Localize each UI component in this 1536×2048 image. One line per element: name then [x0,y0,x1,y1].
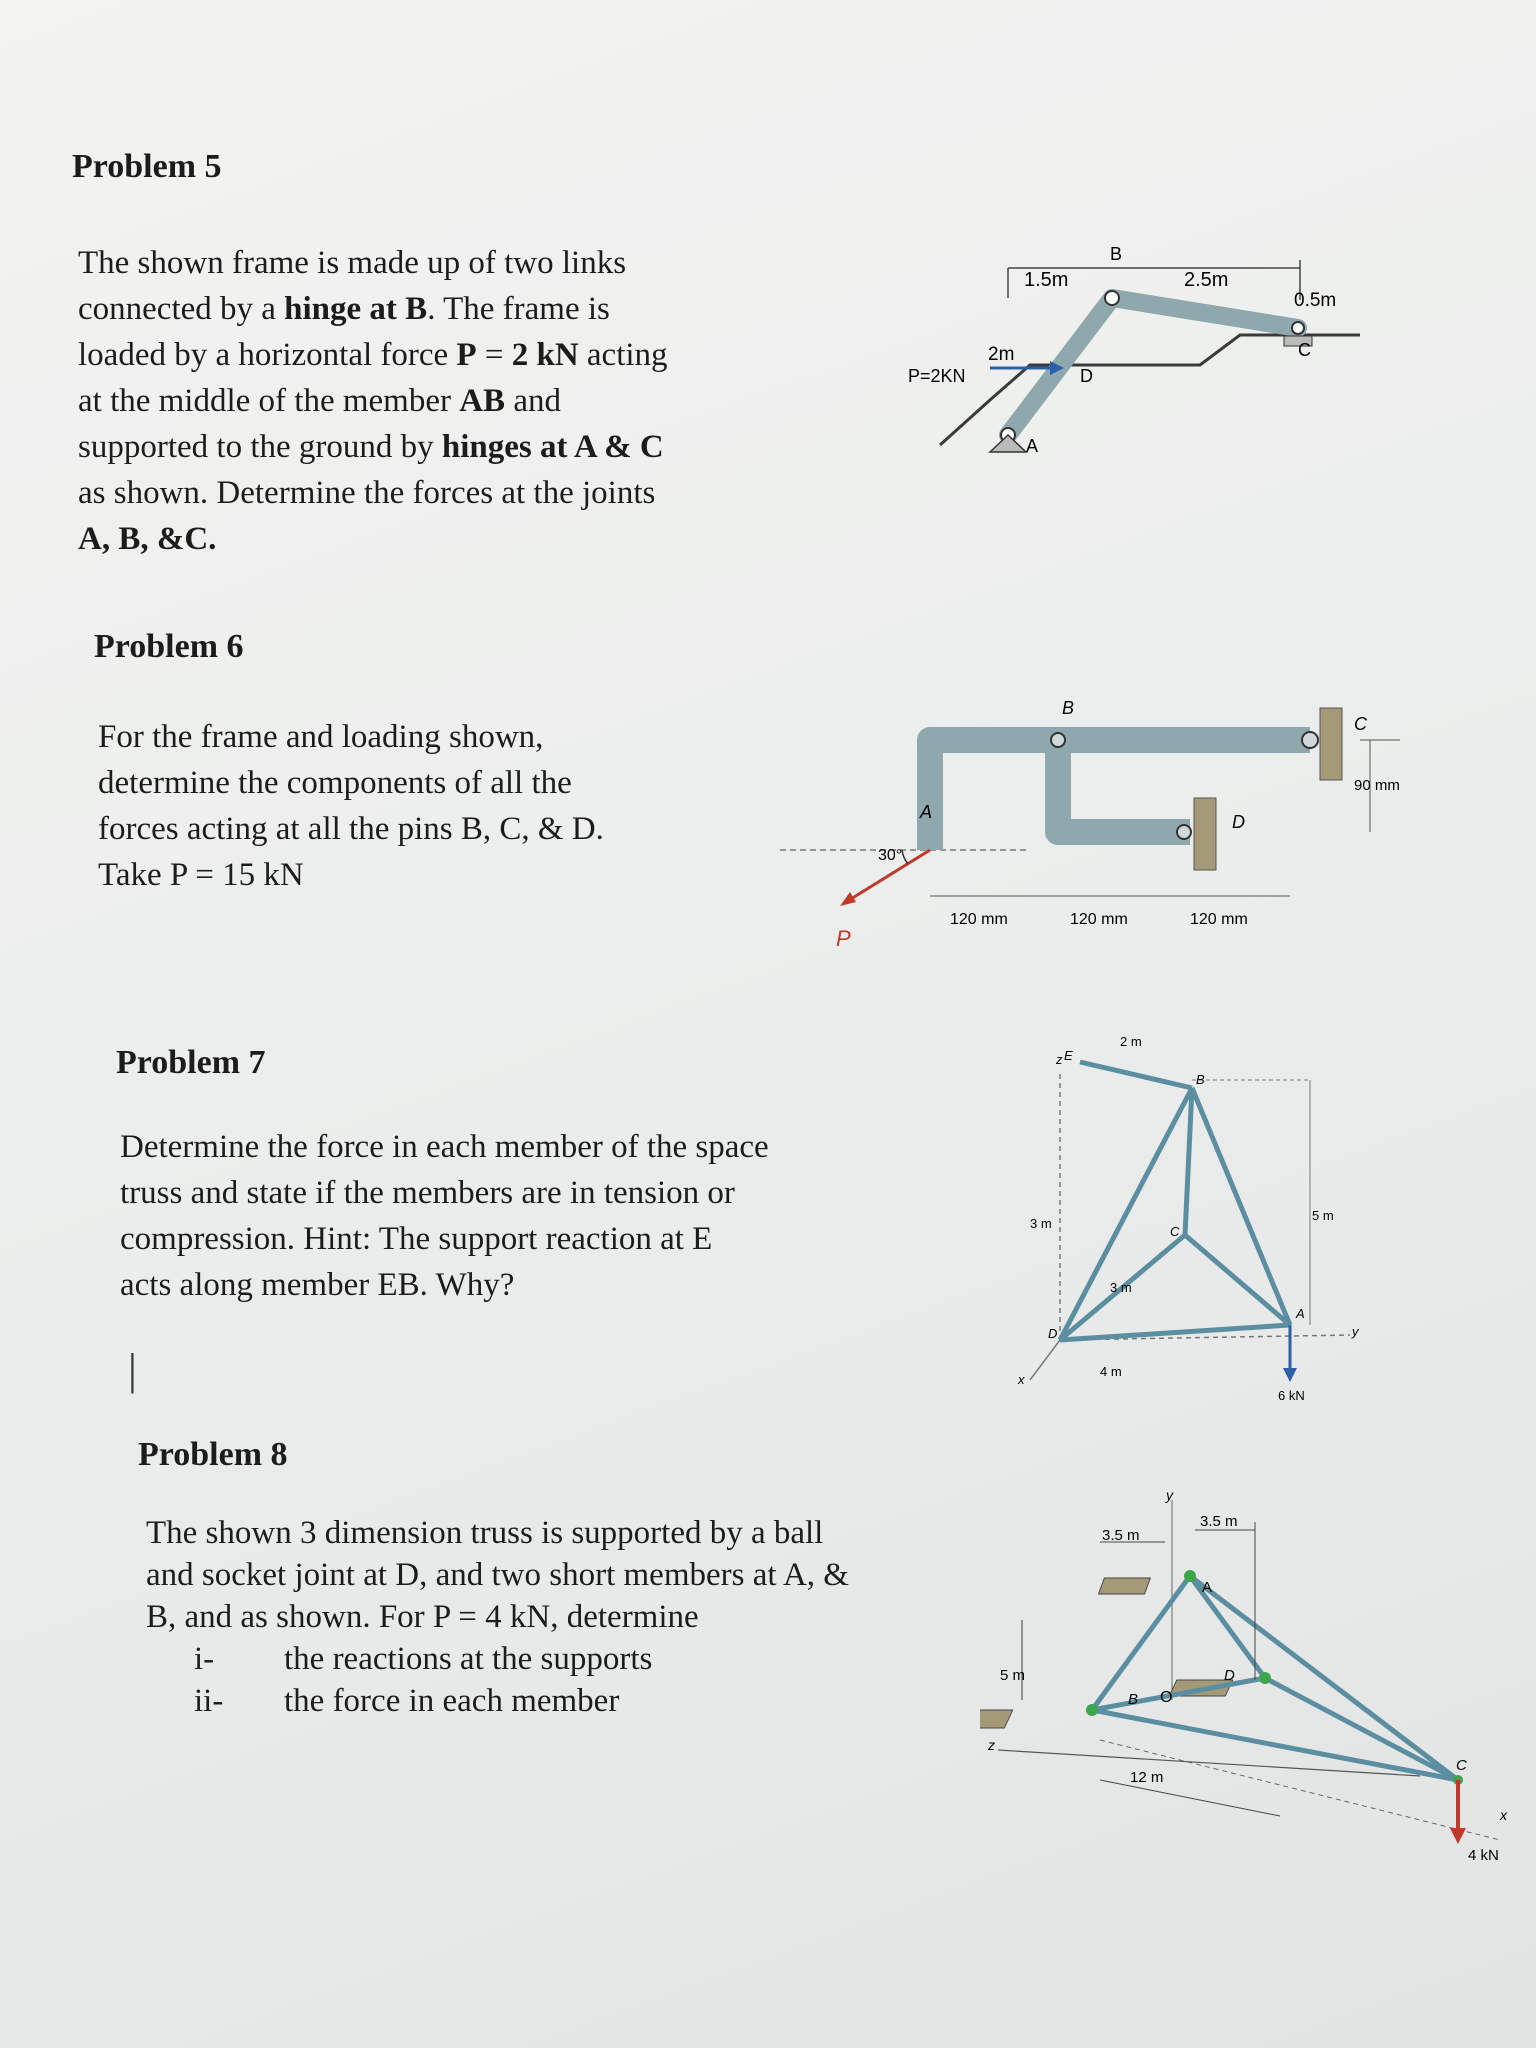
problem-8-title: Problem 8 [138,1436,288,1473]
member-cb [1185,1088,1192,1235]
support-c-icon [1320,708,1342,780]
p7-line-3: compression. Hint: The support reaction at E [120,1221,713,1257]
member-da [1060,1325,1290,1340]
dim-120-2: 120 mm [1070,911,1128,928]
p8-line-2: and socket joint at D, and two short members at A, & [146,1557,849,1593]
dim-120-3: 120 mm [1190,911,1248,928]
pin-b [1051,733,1065,747]
label-e: E [1064,1048,1073,1063]
label-b: B [1110,244,1123,264]
problem-7-figure [960,1010,1380,1410]
p5-line-7: A, B, &C. [78,521,217,557]
member-bd [1058,740,1190,832]
label-y: y [1352,1324,1359,1339]
dim-3m-b: 3 m [1110,1280,1132,1295]
joint-d [1259,1672,1271,1684]
p6-line-3: forces acting at all the pins B, C, & D. [98,811,604,847]
p7-line-1: Determine the force in each member of the space [120,1129,769,1165]
label-p: P [836,926,851,950]
load-arrowhead-icon [1283,1368,1297,1382]
label-a: A [1202,1579,1213,1596]
dim-2-5m: 2.5m [1184,269,1229,291]
label-d: D [1232,812,1245,832]
support-d-icon [1194,798,1216,870]
label-b: B [1196,1072,1205,1087]
problem-5-title: Problem 5 [72,148,222,185]
pin-d [1177,825,1191,839]
problem-6-title: Problem 6 [94,628,244,665]
p8-line-1: The shown 3 dimension truss is supported by a ball [146,1515,824,1551]
label-c: C [1354,714,1367,734]
label-z: z [988,1737,995,1753]
p5-line-6: as shown. Determine the forces at the joints [78,475,656,511]
dim-0-5m: 0.5m [1294,290,1337,311]
p6-line-1: For the frame and loading shown, [98,719,544,755]
load-6kn-label: 6 kN [1278,1388,1305,1403]
problem-6-text [98,714,818,898]
dim-4m: 4 m [1100,1364,1122,1379]
label-a: A [1296,1306,1305,1321]
problem-5-figure [880,240,1400,480]
problem-7-title: Problem 7 [116,1044,266,1081]
hinge-c [1292,322,1304,334]
label-d: D [1224,1667,1235,1684]
dim-5m: 5 m [1000,1667,1026,1684]
p8-line-3: B, and as shown. For P = 4 kN, determine [146,1599,699,1635]
p6-line-2: determine the components of all the [98,765,572,801]
label-a: A [920,802,933,822]
p5-line-5: supported to the ground by hinges at A & C [78,429,664,465]
joint-a [1184,1570,1196,1582]
dim-3-5m-b: 3.5 m [1200,1513,1238,1530]
member-ab [1192,1088,1290,1325]
angle-label: 30° [878,847,903,864]
support-a-plate [1099,1578,1151,1594]
label-d: D [1080,366,1093,386]
p7-line-2: truss and state if the members are in tension or [120,1175,735,1211]
member-bc [1112,298,1298,328]
dim-90: 90 mm [1354,777,1400,794]
label-z: z [1056,1052,1063,1067]
problem-6-figure [770,700,1460,950]
p5-line-4: at the middle of the member AB and [78,383,561,419]
problem-8-figure [980,1480,1520,1880]
member-dc [1265,1678,1458,1780]
support-b-plate [980,1710,1013,1728]
p5-line-3: loaded by a horizontal force P = 2 kN acting [78,337,668,373]
pin-c [1302,732,1318,748]
dim-1-5m: 1.5m [1024,269,1069,291]
support-a-icon [990,435,1026,452]
dim-3-5m-a: 3.5 m [1102,1527,1140,1544]
hinge-b [1105,291,1119,305]
problem-7-text [120,1124,920,1308]
p5-line-1: The shown frame is made up of two links [78,245,627,281]
dim-12m: 12 m [1130,1769,1164,1786]
problem-5-text [78,240,838,562]
label-b: B [1128,1691,1139,1708]
member-eb [1080,1062,1192,1088]
dim-120-1: 120 mm [950,911,1008,928]
label-y: y [1166,1487,1173,1503]
label-c: C [1298,340,1311,360]
p7-line-4: acts along member EB. Why? [120,1267,515,1303]
load-p-arrowhead-icon [840,892,856,906]
p8-item-2: ii- the force in each member [194,1683,620,1719]
dim-2m: 2 m [1120,1034,1142,1049]
label-x: x [1500,1807,1507,1823]
load-arrowhead-icon [1450,1828,1466,1844]
label-a: A [1026,436,1039,456]
joint-b [1086,1704,1098,1716]
load-label: P=2KN [908,366,966,386]
label-x: x [1018,1372,1025,1387]
member-db [1060,1088,1192,1340]
dim-5m: 5 m [1312,1208,1334,1223]
problem-8-text [146,1512,996,1722]
member-ac [1185,1235,1290,1325]
label-b: B [1062,700,1075,718]
text-cursor: | [128,1345,137,1394]
label-c: C [1170,1224,1180,1239]
dim-2m: 2m [988,344,1015,365]
label-d: D [1048,1326,1058,1341]
p5-line-2: connected by a hinge at B. The frame is [78,291,610,327]
load-4kn-label: 4 kN [1468,1847,1499,1864]
p8-item-1: i- the reactions at the supports [194,1641,653,1677]
label-c: C [1456,1757,1467,1774]
p6-line-4: Take P = 15 kN [98,857,304,893]
dim-3m-a: 3 m [1030,1216,1052,1231]
label-o: O [1160,1689,1173,1706]
